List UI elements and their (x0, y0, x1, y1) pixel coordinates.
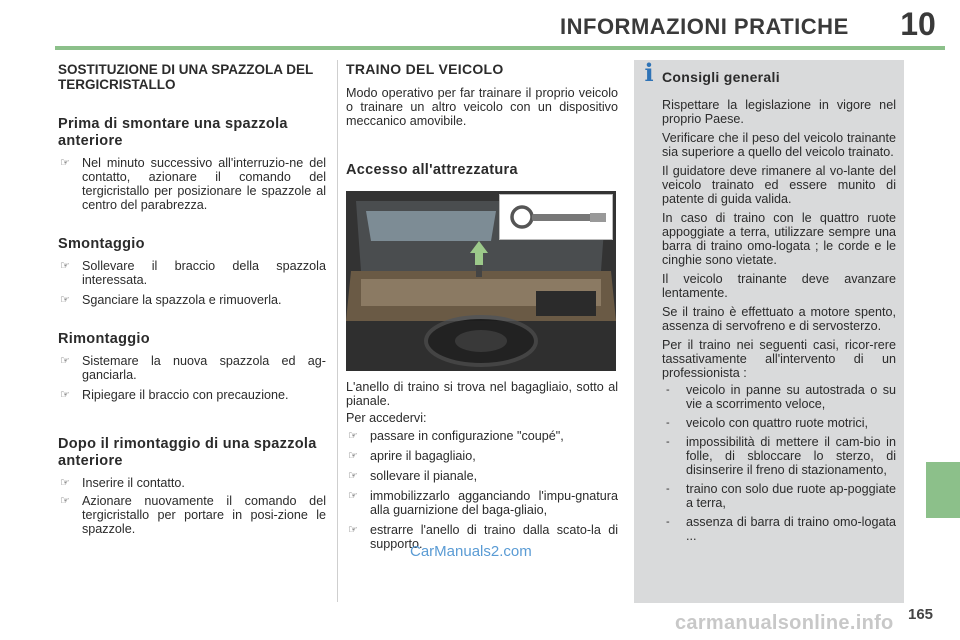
after-refit-heading: Dopo il rimontaggio di una spazzola anteriore (58, 436, 317, 469)
list-item: ☞ Inserire il contatto. (60, 476, 185, 490)
pointer-icon: ☞ (60, 495, 70, 507)
removal-heading: Smontaggio (58, 236, 145, 252)
list-item: ☞ estrarre l'anello di traino dalla scato-la di supporto. (348, 523, 618, 551)
professional-cases-list (662, 383, 896, 543)
list-item: - assenza di barra di traino omo-logata ... (666, 515, 896, 543)
list-item: ☞ Sganciare la spazzola e rimuoverla. (60, 293, 282, 307)
pointer-icon: ☞ (60, 157, 70, 169)
refit-list (58, 354, 326, 402)
pointer-icon: ☞ (348, 470, 358, 482)
chapter-title: INFORMAZIONI PRATICHE (560, 14, 849, 39)
advice-paragraph: In caso di traino con le quattro ruote appoggiate a terra, utilizzare sempre una barra di traino omo-logata ; le corde e le cinghie sono vietate. (662, 211, 896, 267)
advice-paragraph: Verificare che il peso del veicolo trainante sia superiore a quello del veicolo trainato. (662, 131, 896, 159)
pointer-icon: ☞ (348, 450, 358, 462)
chapter-number: 10 (900, 6, 936, 42)
column-divider (337, 60, 338, 602)
pointer-icon: ☞ (60, 389, 70, 401)
pointer-icon: ☞ (60, 355, 70, 367)
tow-ring-inset (499, 194, 613, 240)
advice-paragraph: Per il traino nei seguenti casi, ricor-rere tassativamente all'intervento di un professionista : (662, 338, 896, 380)
header-rule (55, 46, 945, 50)
page-number: 165 (908, 606, 934, 623)
trunk-photo (346, 191, 616, 371)
towing-intro: Modo operativo per far trainare il proprio veicolo o trainare un altro veicolo con un dispositivo meccanico amovibile. (346, 86, 618, 128)
list-item: ☞ Ripiegare il braccio con precauzione. (60, 388, 289, 402)
tow-ring-icon (500, 195, 612, 239)
list-item: - traino con solo due ruote ap-poggiate a terra, (666, 482, 896, 510)
chapter-side-tab (926, 462, 960, 518)
tow-ring-location: L'anello di traino si trova nel bagagliaio, sotto al pianale. (346, 380, 618, 408)
wiper-section-title: SOSTITUZIONE DI UNA SPAZZOLA DEL TERGICRISTALLO (58, 62, 314, 92)
advice-paragraph: Rispettare la legislazione in vigore nel proprio Paese. (662, 98, 896, 126)
general-advice-box (634, 60, 904, 603)
footer-watermark: carmanualsonline.info (675, 612, 894, 634)
refit-heading: Rimontaggio (58, 331, 150, 347)
after-refit-list (58, 476, 326, 536)
towing-column (346, 60, 618, 551)
pointer-icon: ☞ (60, 294, 70, 306)
list-item: - impossibilità di mettere il cam-bio in folle, di sbloccare lo sterzo, di disinserire il freno di stazionamento, (666, 435, 896, 477)
access-steps (346, 429, 618, 551)
equipment-access-heading: Accesso all'attrezzatura (346, 162, 518, 178)
pointer-icon: ☞ (60, 477, 70, 489)
list-item: ☞ sollevare il pianale, (348, 469, 478, 483)
removal-list (58, 259, 326, 307)
pointer-icon: ☞ (348, 490, 358, 502)
info-icon: i (644, 58, 654, 87)
list-item: ☞ passare in configurazione "coupé", (348, 429, 564, 443)
list-item: - veicolo in panne su autostrada o su vie a scorrimento veloce, (666, 383, 896, 411)
carmanuals-link[interactable]: CarManuals2.com (410, 543, 532, 560)
list-item: ☞ immobilizzarlo agganciando l'impu-gnatura alla guarnizione del baga-gliaio, (348, 489, 618, 517)
pointer-icon: ☞ (348, 430, 358, 442)
towing-section-title: TRAINO DEL VEICOLO (346, 61, 504, 77)
wiper-column (58, 60, 326, 536)
advice-paragraph: Il veicolo trainante deve avanzare lentamente. (662, 272, 896, 300)
list-item: ☞ Sollevare il braccio della spazzola interessata. (60, 259, 326, 287)
list-item: ☞ Azionare nuovamente il comando del tergicristallo per portare in posi-zione le spazzole. (60, 494, 326, 536)
general-advice-title: Consigli generali (662, 69, 780, 85)
pointer-icon: ☞ (348, 524, 358, 536)
pointer-icon: ☞ (60, 260, 70, 272)
list-item: ☞ Nel minuto successivo all'interruzio-ne del contatto, azionare il comando del tergicristallo per posizionare le spazzole al centro del parabrezza. (60, 156, 326, 212)
list-item: ☞ Sistemare la nuova spazzola ed ag-ganciarla. (60, 354, 326, 382)
advice-paragraph: Il guidatore deve rimanere al vo-lante del veicolo trainato ed essere munito di patente di guida valida. (662, 164, 896, 206)
before-removal-list (58, 156, 326, 212)
access-intro: Per accedervi: (346, 411, 427, 425)
advice-paragraph: Se il traino è effettuato a motore spento, assenza di servofreno e di servosterzo. (662, 305, 896, 333)
list-item: - veicolo con quattro ruote motrici, (666, 416, 868, 430)
list-item: ☞ aprire il bagagliaio, (348, 449, 476, 463)
before-removal-heading: Prima di smontare una spazzola anteriore (58, 116, 288, 149)
